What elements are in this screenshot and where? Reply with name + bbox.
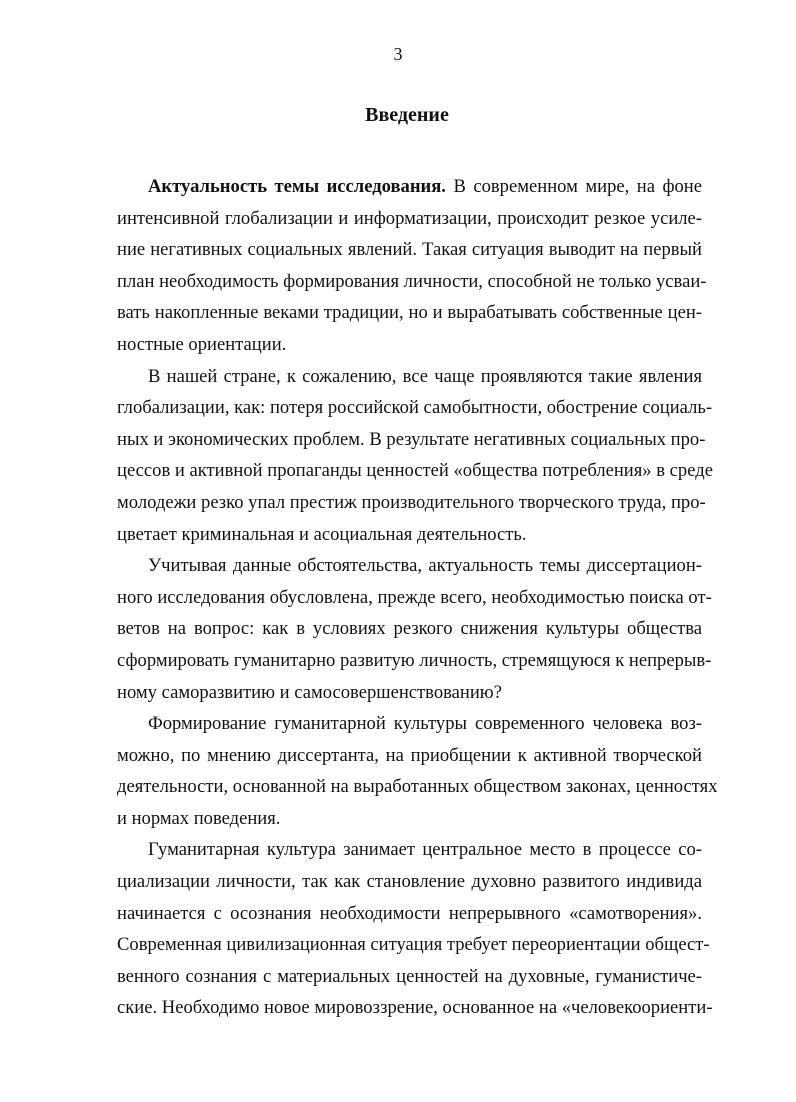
text-line xyxy=(117,171,702,203)
lead-text: В современном мире, на фоне xyxy=(445,176,702,197)
text-line: Гуманитарная культура занимает центральное место в процессе со- xyxy=(148,839,702,861)
text-line: и нормах поведения. xyxy=(117,807,281,829)
text-line: циализации личности, так как становление духовно развитого индивида xyxy=(117,871,702,893)
text-line: начинается с осознания необходимости непрерывного «самотворения». xyxy=(117,902,702,924)
text-line: можно, по мнению диссертанта, на приобщении к активной творческой xyxy=(117,744,702,766)
text-line: глобализации, как: потеря российской самобытности, обострение социаль- xyxy=(117,397,713,419)
text-line: ного исследования обусловлена, прежде всего, необходимостью поиска от- xyxy=(117,586,712,608)
text-line: венного сознания с материальных ценностей на духовные, гуманистиче- xyxy=(117,965,702,987)
text-line: ных и экономических проблем. В результате негативных социальных про- xyxy=(117,428,706,450)
text-line: В нашей стране, к сожалению, все чаще проявляются такие явления xyxy=(148,365,702,387)
text-line: Современная цивилизационная ситуация требует переориентации общест- xyxy=(117,934,710,956)
text-line: ские. Необходимо новое мировоззрение, основанное на «человекоориенти- xyxy=(117,997,713,1019)
text-line: цветает криминальная и асоциальная деятельность. xyxy=(117,523,527,545)
text-line: ному саморазвитию и самосовершенствованию? xyxy=(117,681,502,703)
text-line: интенсивной глобализации и информатизации, происходит резкое усиле- xyxy=(117,207,702,229)
text-line: Учитывая данные обстоятельства, актуальность темы диссертацион- xyxy=(148,555,702,577)
text-line: ностные ориентации. xyxy=(117,333,287,355)
section-title: Введение xyxy=(365,104,449,126)
text-line: деятельности, основанной на выработанных обществом законах, ценностях xyxy=(117,776,718,798)
text-line: ние негативных социальных явлений. Такая ситуация выводит на первый xyxy=(117,239,702,261)
text-line: цессов и активной пропаганды ценностей «общества потребления» в среде xyxy=(117,460,713,482)
text-line: вать накопленные веками традиции, но и вырабатывать собственные цен- xyxy=(117,302,702,324)
text-line: план необходимость формирования личности, способной не только усваи- xyxy=(117,270,707,292)
page-number: 3 xyxy=(393,44,403,64)
lead-heading: Актуальность темы исследования. xyxy=(148,176,446,197)
text-line: сформировать гуманитарно развитую личность, стремящуюся к непрерыв- xyxy=(117,649,712,671)
text-line: молодежи резко упал престиж производительного творческого труда, про- xyxy=(117,491,706,513)
body-text xyxy=(117,171,718,1024)
text-line: ветов на вопрос: как в условиях резкого снижения культуры общества xyxy=(117,618,702,640)
text-line: Формирование гуманитарной культуры современного человека воз- xyxy=(148,713,702,735)
